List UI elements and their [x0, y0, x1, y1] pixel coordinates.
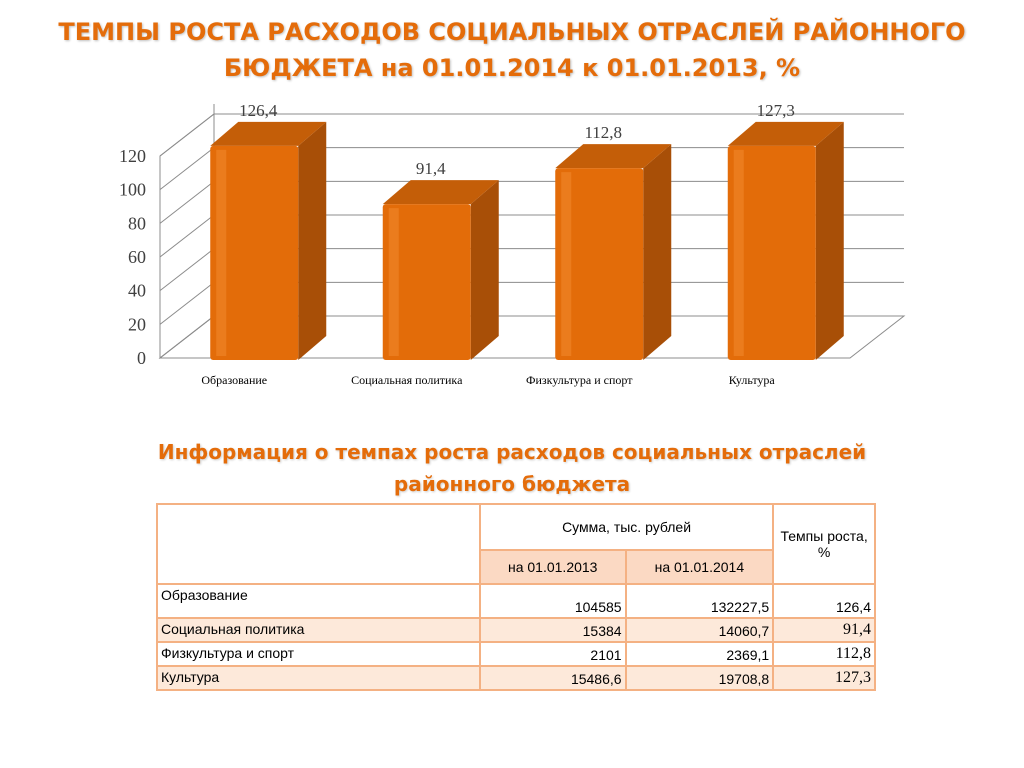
- table-heading: [0, 436, 1024, 500]
- y-tick-label: 20: [128, 314, 146, 335]
- data-label: 127,3: [756, 100, 795, 120]
- row-name: Культура: [157, 666, 480, 690]
- bar-side: [298, 122, 326, 360]
- cell-rate: 126,4: [773, 584, 875, 618]
- y-tick-label: 120: [119, 146, 146, 166]
- cell-rate: 91,4: [773, 618, 875, 642]
- column-header-sum: Сумма, тыс. рублей: [480, 504, 773, 550]
- cell-rate: 112,8: [773, 642, 875, 666]
- data-label: 112,8: [584, 123, 623, 143]
- y-tick-label: 100: [119, 179, 146, 200]
- cell-2014: 2369,1: [626, 642, 774, 666]
- title-line-2: БЮДЖЕТА на 01.01.2014 к 01.01.2013, %: [223, 54, 801, 82]
- y-tick-label: 0: [137, 348, 146, 368]
- bar-highlight: [389, 208, 399, 356]
- column-header-2013: на 01.01.2013: [480, 550, 626, 584]
- table-heading-line-2: районного бюджета: [393, 472, 631, 496]
- cell-2013: 15384: [480, 618, 626, 642]
- y-tick-label: 80: [128, 213, 146, 234]
- bar-chart: [0, 90, 1024, 410]
- cell-2013: 104585: [480, 584, 626, 618]
- bar-side: [816, 122, 844, 360]
- data-label: 126,4: [239, 100, 278, 120]
- y-tick-label: 60: [128, 247, 146, 267]
- table-row: [157, 618, 875, 642]
- cell-2014: 14060,7: [626, 618, 774, 642]
- cell-2013: 2101: [480, 642, 626, 666]
- row-name: Образование: [157, 584, 480, 618]
- row-name: Социальная политика: [157, 618, 480, 642]
- table-heading-line-1: Информация о темпах роста расходов социальных отраслей: [157, 440, 867, 464]
- bar-highlight: [734, 150, 744, 356]
- table-row: [157, 666, 875, 690]
- x-tick-label: Социальная политика: [351, 373, 463, 387]
- data-label: 91,4: [415, 159, 446, 179]
- x-tick-label: Культура: [728, 373, 775, 387]
- cell-2014: 132227,5: [626, 584, 774, 618]
- cell-rate: 127,3: [773, 666, 875, 690]
- x-tick-label: Физкультура и спорт: [526, 373, 633, 387]
- bar-side: [471, 180, 499, 360]
- table-header-empty: [157, 504, 480, 584]
- cell-2013: 15486,6: [480, 666, 626, 690]
- title-line-1: ТЕМПЫ РОСТА РАСХОДОВ СОЦИАЛЬНЫХ ОТРАСЛЕЙ РАЙОННОГО: [58, 18, 966, 46]
- data-table: [156, 503, 876, 691]
- cell-2014: 19708,8: [626, 666, 774, 690]
- table-row: [157, 584, 875, 618]
- column-header-rate: Темпы роста, %: [773, 504, 875, 584]
- bar-side: [643, 144, 671, 360]
- table-row: [157, 642, 875, 666]
- row-name: Физкультура и спорт: [157, 642, 480, 666]
- column-header-2014: на 01.01.2014: [626, 550, 774, 584]
- y-tick-label: 40: [128, 280, 146, 301]
- bar-highlight: [561, 172, 571, 356]
- bar-highlight: [216, 150, 226, 356]
- x-tick-label: Образование: [201, 373, 268, 387]
- page-title: [0, 14, 1024, 86]
